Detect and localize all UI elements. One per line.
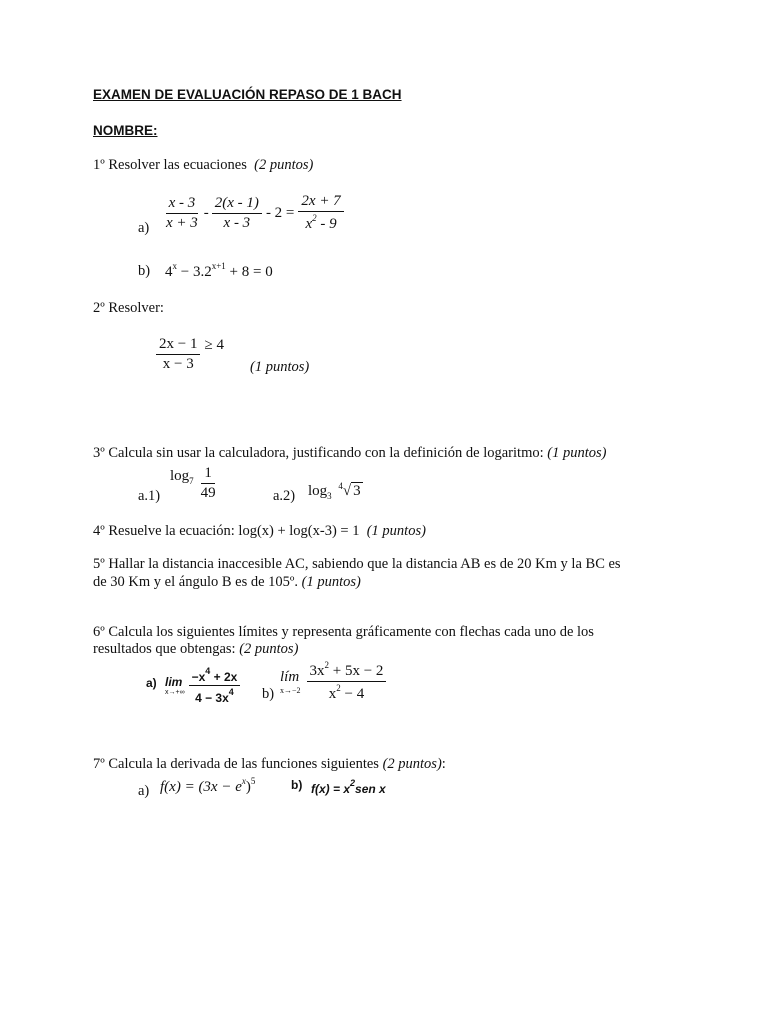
q5-points: (1 puntos) (301, 574, 361, 590)
q2-inequality: $\frac{2x - 1}{x - 3}$ ≥ 4 (156, 336, 224, 373)
q1-b-label: b) (138, 263, 151, 279)
q3-statement: 3º Calcula sin usar la calculadora, justificando con la definición de logaritmo: (1 puntos) (93, 445, 607, 461)
q5-line-1: 5º Hallar la distancia inaccesible AC, sabiendo que la distancia AB es de 20 Km y la BC es (93, 556, 621, 572)
q6-b-limit: lím x→−2 $\frac{3x^2 + 5x - 2}{x^2 - 4}$ (280, 660, 386, 703)
q6-line-2: resultados que obtengas: (2 puntos) (93, 641, 299, 657)
q1-points: (2 puntos) (254, 157, 314, 173)
q7-b-expression: $f(x) = x^2sen$ x (311, 778, 386, 796)
q3-a1-expression: $\log_7$ $\frac{1}{49}$ (170, 465, 219, 502)
q1-a-label: a) (138, 220, 150, 236)
q1-a-fraction-3: $\frac{2x + 7}{x^2 - 9}$ (298, 193, 343, 233)
q6-a-limit: lim x→+∞ $\frac{-x^4 + 2x}{4 - 3x^4}$ (165, 666, 240, 705)
q6-b-fraction: $\frac{3x^2 + 5x - 2}{x^2 - 4}$ (307, 660, 387, 703)
q4-points: (1 puntos) (366, 523, 426, 539)
q3-a1-fraction: $\frac{1}{49}$ (200, 465, 216, 501)
q1-statement: 1º Resolver las ecuaciones (2 puntos) (93, 157, 314, 173)
exam-title: EXAMEN DE EVALUACIÓN REPASO DE 1 BACH (93, 87, 402, 102)
q6-line-1: 6º Calcula los siguientes límites y representa gráficamente con flechas cada uno de los (93, 624, 594, 640)
q7-points: (2 puntos) (382, 756, 442, 772)
q6-a-fraction: $\frac{-x^4 + 2x}{4 - 3x^4}$ (189, 666, 241, 705)
q3-a2-expression: $\log_3 ^4√$ 3 (308, 481, 361, 501)
q5-line-2: de 30 Km y el ángulo B es de 105º. (1 puntos) (93, 574, 361, 590)
q6-a-label: a) (146, 676, 157, 690)
q6-points: (2 puntos) (239, 641, 299, 657)
q1-b-equation: $4^x - 3.2^{x+1} + 8 = 0$ (165, 261, 273, 280)
q1-a-fraction-1: $\frac{x - 3}{x + 3}$ (166, 194, 198, 231)
q3-a2-label: a.2) (273, 488, 296, 504)
q4-statement: 4º Resuelve la ecuación: log(x) + log(x-3) = 1 (1 puntos) (93, 523, 426, 539)
q2-statement: 2º Resolver: (93, 300, 164, 316)
q3-a1-label: a.1) (138, 488, 161, 504)
q2-fraction: $\frac{2x - 1}{x - 3}$ (156, 336, 200, 373)
q2-points: (1 puntos) (250, 359, 310, 375)
q7-a-expression: $f(x) = (3x - e^x)^5$ (160, 776, 256, 795)
q6-b-label: b) (262, 686, 275, 702)
q7-statement: 7º Calcula la derivada de las funciones siguientes (2 puntos): (93, 756, 446, 772)
q7-a-label: a) (138, 783, 150, 799)
name-label: NOMBRE: (93, 123, 158, 138)
q1-a-fraction-2: $\frac{2(x - 1)}{x - 3}$ (212, 195, 262, 232)
q7-b-label: b) (291, 778, 303, 792)
q3-points: (1 puntos) (547, 445, 607, 461)
q1-a-equation: $\frac{x - 3}{x + 3}$ - $\frac{2(x - 1)}{x - 3}$ - 2 = $\frac{2x + 7}{x^2 - 9}$ (163, 193, 344, 233)
